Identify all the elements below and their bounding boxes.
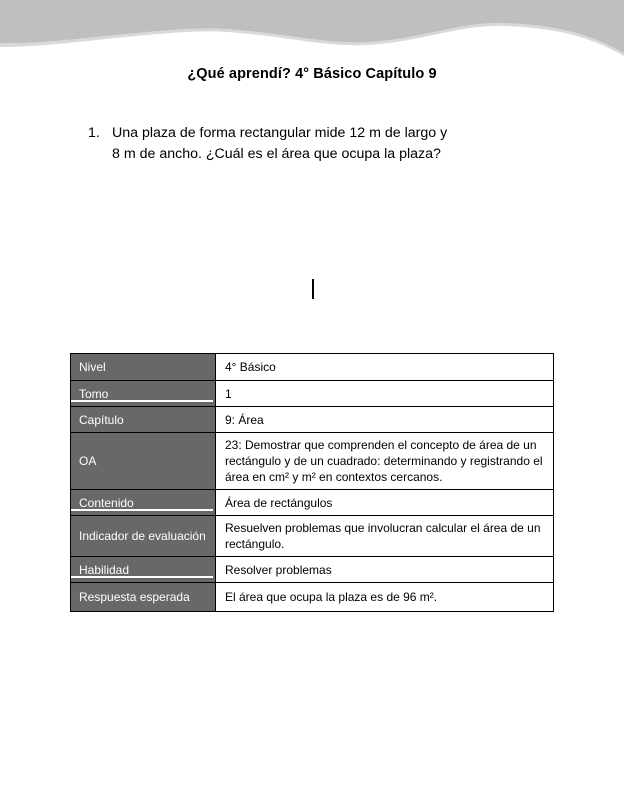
wave-decoration	[0, 0, 624, 62]
row-label	[71, 354, 216, 381]
table-row-tomo	[71, 381, 554, 407]
row-value: 4° Básico	[216, 354, 554, 381]
table-row-habilidad	[71, 557, 554, 583]
row-label	[71, 381, 216, 407]
row-label-text: Indicador de evaluación	[79, 529, 206, 543]
question-number: 1.	[88, 125, 100, 141]
table-row-capitulo	[71, 407, 554, 433]
row-label	[71, 583, 216, 612]
label-underline	[71, 576, 213, 578]
question-item	[88, 123, 447, 165]
table-row-respuesta	[71, 583, 554, 612]
row-label	[71, 490, 216, 516]
label-underline	[71, 400, 213, 402]
row-value: El área que ocupa la plaza es de 96 m².	[216, 583, 554, 612]
row-value: Resolver problemas	[216, 557, 554, 583]
row-label-text: Capítulo	[79, 412, 124, 427]
row-label-text: OA	[79, 454, 97, 468]
question-text	[112, 123, 447, 165]
row-label	[71, 516, 216, 557]
question-line-2: 8 m de ancho. ¿Cuál es el área que ocupa la plaza?	[112, 146, 441, 162]
table-row-oa	[71, 433, 554, 490]
row-value: 1	[216, 381, 554, 407]
row-label-text: Tomo	[79, 386, 109, 401]
row-value: Resuelven problemas que involucran calcular el área de un rectángulo.	[216, 516, 554, 557]
table-row-nivel	[71, 354, 554, 381]
label-underline	[71, 509, 213, 511]
row-label	[71, 433, 216, 490]
row-value: 9: Área	[216, 407, 554, 433]
row-value: Área de rectángulos	[216, 490, 554, 516]
row-label	[71, 407, 216, 433]
table-row-contenido	[71, 490, 554, 516]
table-row-indicador	[71, 516, 554, 557]
row-label	[71, 557, 216, 583]
page-title: ¿Qué aprendí? 4° Básico Capítulo 9	[187, 66, 437, 82]
text-cursor	[312, 279, 314, 299]
lesson-info-table	[70, 353, 554, 612]
row-label-text: Respuesta esperada	[79, 590, 190, 604]
question-line-1: Una plaza de forma rectangular mide 12 m de largo y	[112, 125, 448, 141]
row-value: 23: Demostrar que comprenden el concepto de área de un rectángulo y de un cuadrado: determinando y registrando el área en cm² y m² en contextos cercanos.	[216, 433, 554, 490]
row-label-text: Habilidad	[79, 562, 130, 577]
row-label-text: Nivel	[79, 360, 106, 374]
row-label-text: Contenido	[79, 495, 134, 510]
